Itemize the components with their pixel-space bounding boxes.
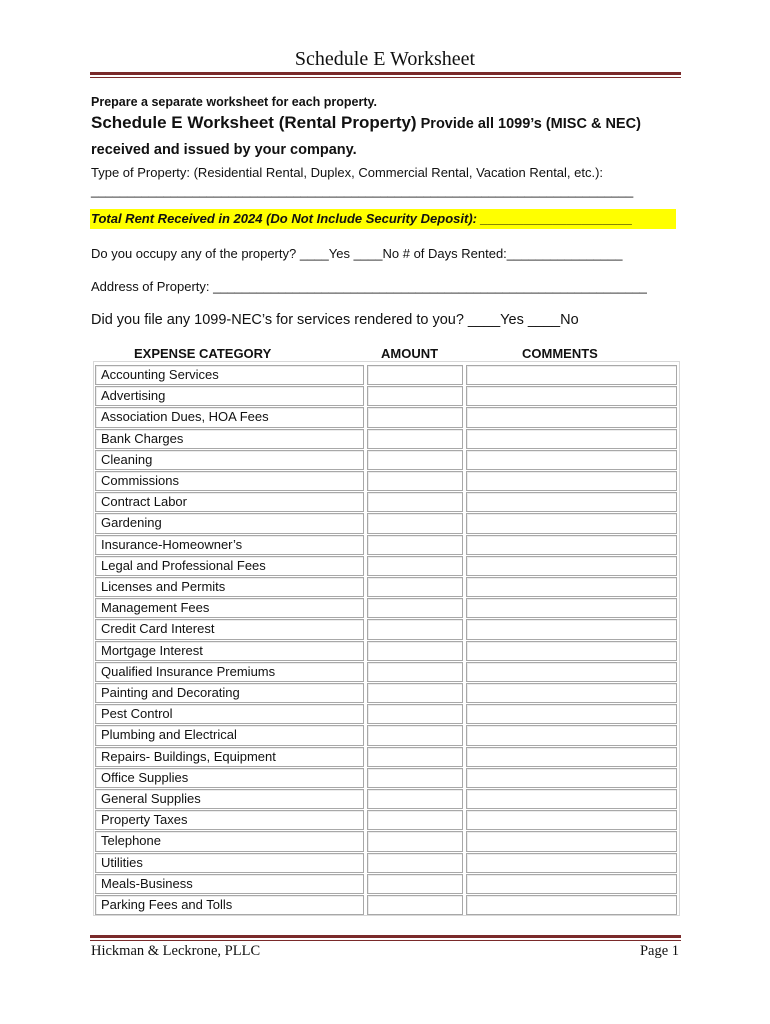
occupy-question[interactable]: Do you occupy any of the property? ____Yes ____No # of Days Rented:________________ (91, 246, 623, 261)
amount-input-cell[interactable] (367, 471, 463, 491)
amount-header: AMOUNT (381, 346, 439, 361)
amount-input-cell[interactable] (367, 895, 463, 915)
amount-input-cell[interactable] (367, 874, 463, 894)
comments-input-cell[interactable] (466, 853, 677, 873)
property-type-field[interactable]: ___________________________________________________________________________ (91, 183, 634, 198)
comments-input-cell[interactable] (466, 535, 677, 555)
comments-input-cell[interactable] (466, 577, 677, 597)
expense-category-label: Office Supplies (101, 769, 189, 785)
expense-category-label: Commissions (101, 473, 180, 488)
total-rent-field[interactable]: Total Rent Received in 2024 (Do Not Include Security Deposit): _____________________ (91, 211, 633, 226)
amount-input-cell[interactable] (367, 577, 463, 597)
amount-input-cell[interactable] (367, 598, 463, 618)
expense-category-label: Mortgage Interest (101, 642, 203, 658)
expense-category-label: Licenses and Permits (101, 579, 226, 594)
amount-input-cell[interactable] (367, 810, 463, 830)
amount-input-cell[interactable] (367, 747, 463, 767)
comments-input-cell[interactable] (466, 492, 677, 512)
comments-input-cell[interactable] (466, 450, 677, 470)
comments-input-cell[interactable] (466, 598, 677, 618)
amount-input-cell[interactable] (367, 725, 463, 745)
comments-input-cell[interactable] (466, 831, 677, 851)
amount-input-cell[interactable] (367, 386, 463, 406)
comments-input-cell[interactable] (466, 429, 677, 449)
expense-category-header: EXPENSE CATEGORY (134, 346, 272, 361)
expense-category-label: Accounting Services (101, 367, 219, 382)
comments-input-cell[interactable] (466, 789, 677, 809)
amount-input-cell[interactable] (367, 365, 463, 385)
expense-category-label: Utilities (101, 854, 143, 870)
amount-input-cell[interactable] (367, 619, 463, 639)
expense-category-label: General Supplies (101, 791, 201, 806)
expense-category-label: Gardening (101, 515, 162, 531)
footer-firm: Hickman & Leckrone, PLLC (91, 943, 261, 959)
comments-input-cell[interactable] (466, 471, 677, 491)
amount-input-cell[interactable] (367, 704, 463, 724)
expense-category-label: Painting and Decorating (101, 685, 240, 700)
amount-input-cell[interactable] (367, 641, 463, 661)
amount-input-cell[interactable] (367, 556, 463, 576)
comments-input-cell[interactable] (466, 662, 677, 682)
expense-category-label: Telephone (101, 833, 161, 849)
expense-category-label: Insurance-Homeowner’s (101, 536, 243, 552)
amount-input-cell[interactable] (367, 492, 463, 512)
comments-input-cell[interactable] (466, 556, 677, 576)
amount-input-cell[interactable] (367, 429, 463, 449)
prepare-note: Prepare a separate worksheet for each property. (91, 95, 377, 109)
amount-input-cell[interactable] (367, 831, 463, 851)
amount-input-cell[interactable] (367, 768, 463, 788)
address-field[interactable]: Address of Property: ____________________________________________________________ (91, 279, 647, 294)
expense-category-label: Advertising (101, 388, 166, 404)
expense-category-label: Pest Control (101, 706, 173, 722)
comments-input-cell[interactable] (466, 365, 677, 385)
amount-input-cell[interactable] (367, 407, 463, 427)
expense-category-label: Management Fees (101, 600, 210, 616)
expense-category-label: Property Taxes (101, 812, 188, 828)
comments-header: COMMENTS (522, 346, 598, 361)
expense-category-label: Plumbing and Electrical (101, 727, 237, 743)
amount-input-cell[interactable] (367, 662, 463, 682)
comments-input-cell[interactable] (466, 725, 677, 745)
footer-rule (90, 935, 681, 941)
expense-category-label: Bank Charges (101, 430, 184, 446)
comments-input-cell[interactable] (466, 683, 677, 703)
comments-input-cell[interactable] (466, 895, 677, 915)
footer-page-number: Page 1 (639, 943, 679, 959)
expense-category-label: Credit Card Interest (101, 621, 215, 637)
amount-input-cell[interactable] (367, 513, 463, 533)
expense-category-label: Contract Labor (101, 494, 187, 510)
expense-category-label: Meals-Business (101, 875, 193, 891)
comments-input-cell[interactable] (466, 747, 677, 767)
amount-input-cell[interactable] (367, 853, 463, 873)
nec-question[interactable]: Did you file any 1099-NEC’s for services rendered to you? ____Yes ____No (91, 312, 579, 328)
worksheet-heading (91, 113, 641, 133)
expense-category-label: Repairs- Buildings, Equipment (101, 748, 276, 764)
worksheet-heading-line2: received and issued by your company. (91, 142, 357, 158)
expense-category-label: Cleaning (101, 451, 153, 467)
worksheet-heading-tail: Provide all 1099’s (MISC & NEC) (416, 116, 641, 132)
comments-input-cell[interactable] (466, 386, 677, 406)
page-header-title: Schedule E Worksheet (294, 48, 476, 70)
comments-input-cell[interactable] (466, 704, 677, 724)
comments-input-cell[interactable] (466, 641, 677, 661)
amount-input-cell[interactable] (367, 683, 463, 703)
amount-input-cell[interactable] (367, 535, 463, 555)
expense-category-label: Parking Fees and Tolls (101, 897, 233, 912)
expense-category-label: Qualified Insurance Premiums (101, 663, 276, 679)
expense-category-label: Legal and Professional Fees (101, 557, 266, 573)
amount-input-cell[interactable] (367, 789, 463, 809)
worksheet-heading-main: Schedule E Worksheet (Rental Property) (91, 113, 417, 132)
comments-input-cell[interactable] (466, 407, 677, 427)
comments-input-cell[interactable] (466, 810, 677, 830)
header-rule (90, 72, 681, 78)
comments-input-cell[interactable] (466, 874, 677, 894)
comments-input-cell[interactable] (466, 513, 677, 533)
property-type-label: Type of Property: (Residential Rental, Duplex, Commercial Rental, Vacation Rental, etc.): (91, 165, 604, 180)
amount-input-cell[interactable] (367, 450, 463, 470)
expense-category-label: Association Dues, HOA Fees (101, 409, 269, 425)
comments-input-cell[interactable] (466, 768, 677, 788)
comments-input-cell[interactable] (466, 619, 677, 639)
